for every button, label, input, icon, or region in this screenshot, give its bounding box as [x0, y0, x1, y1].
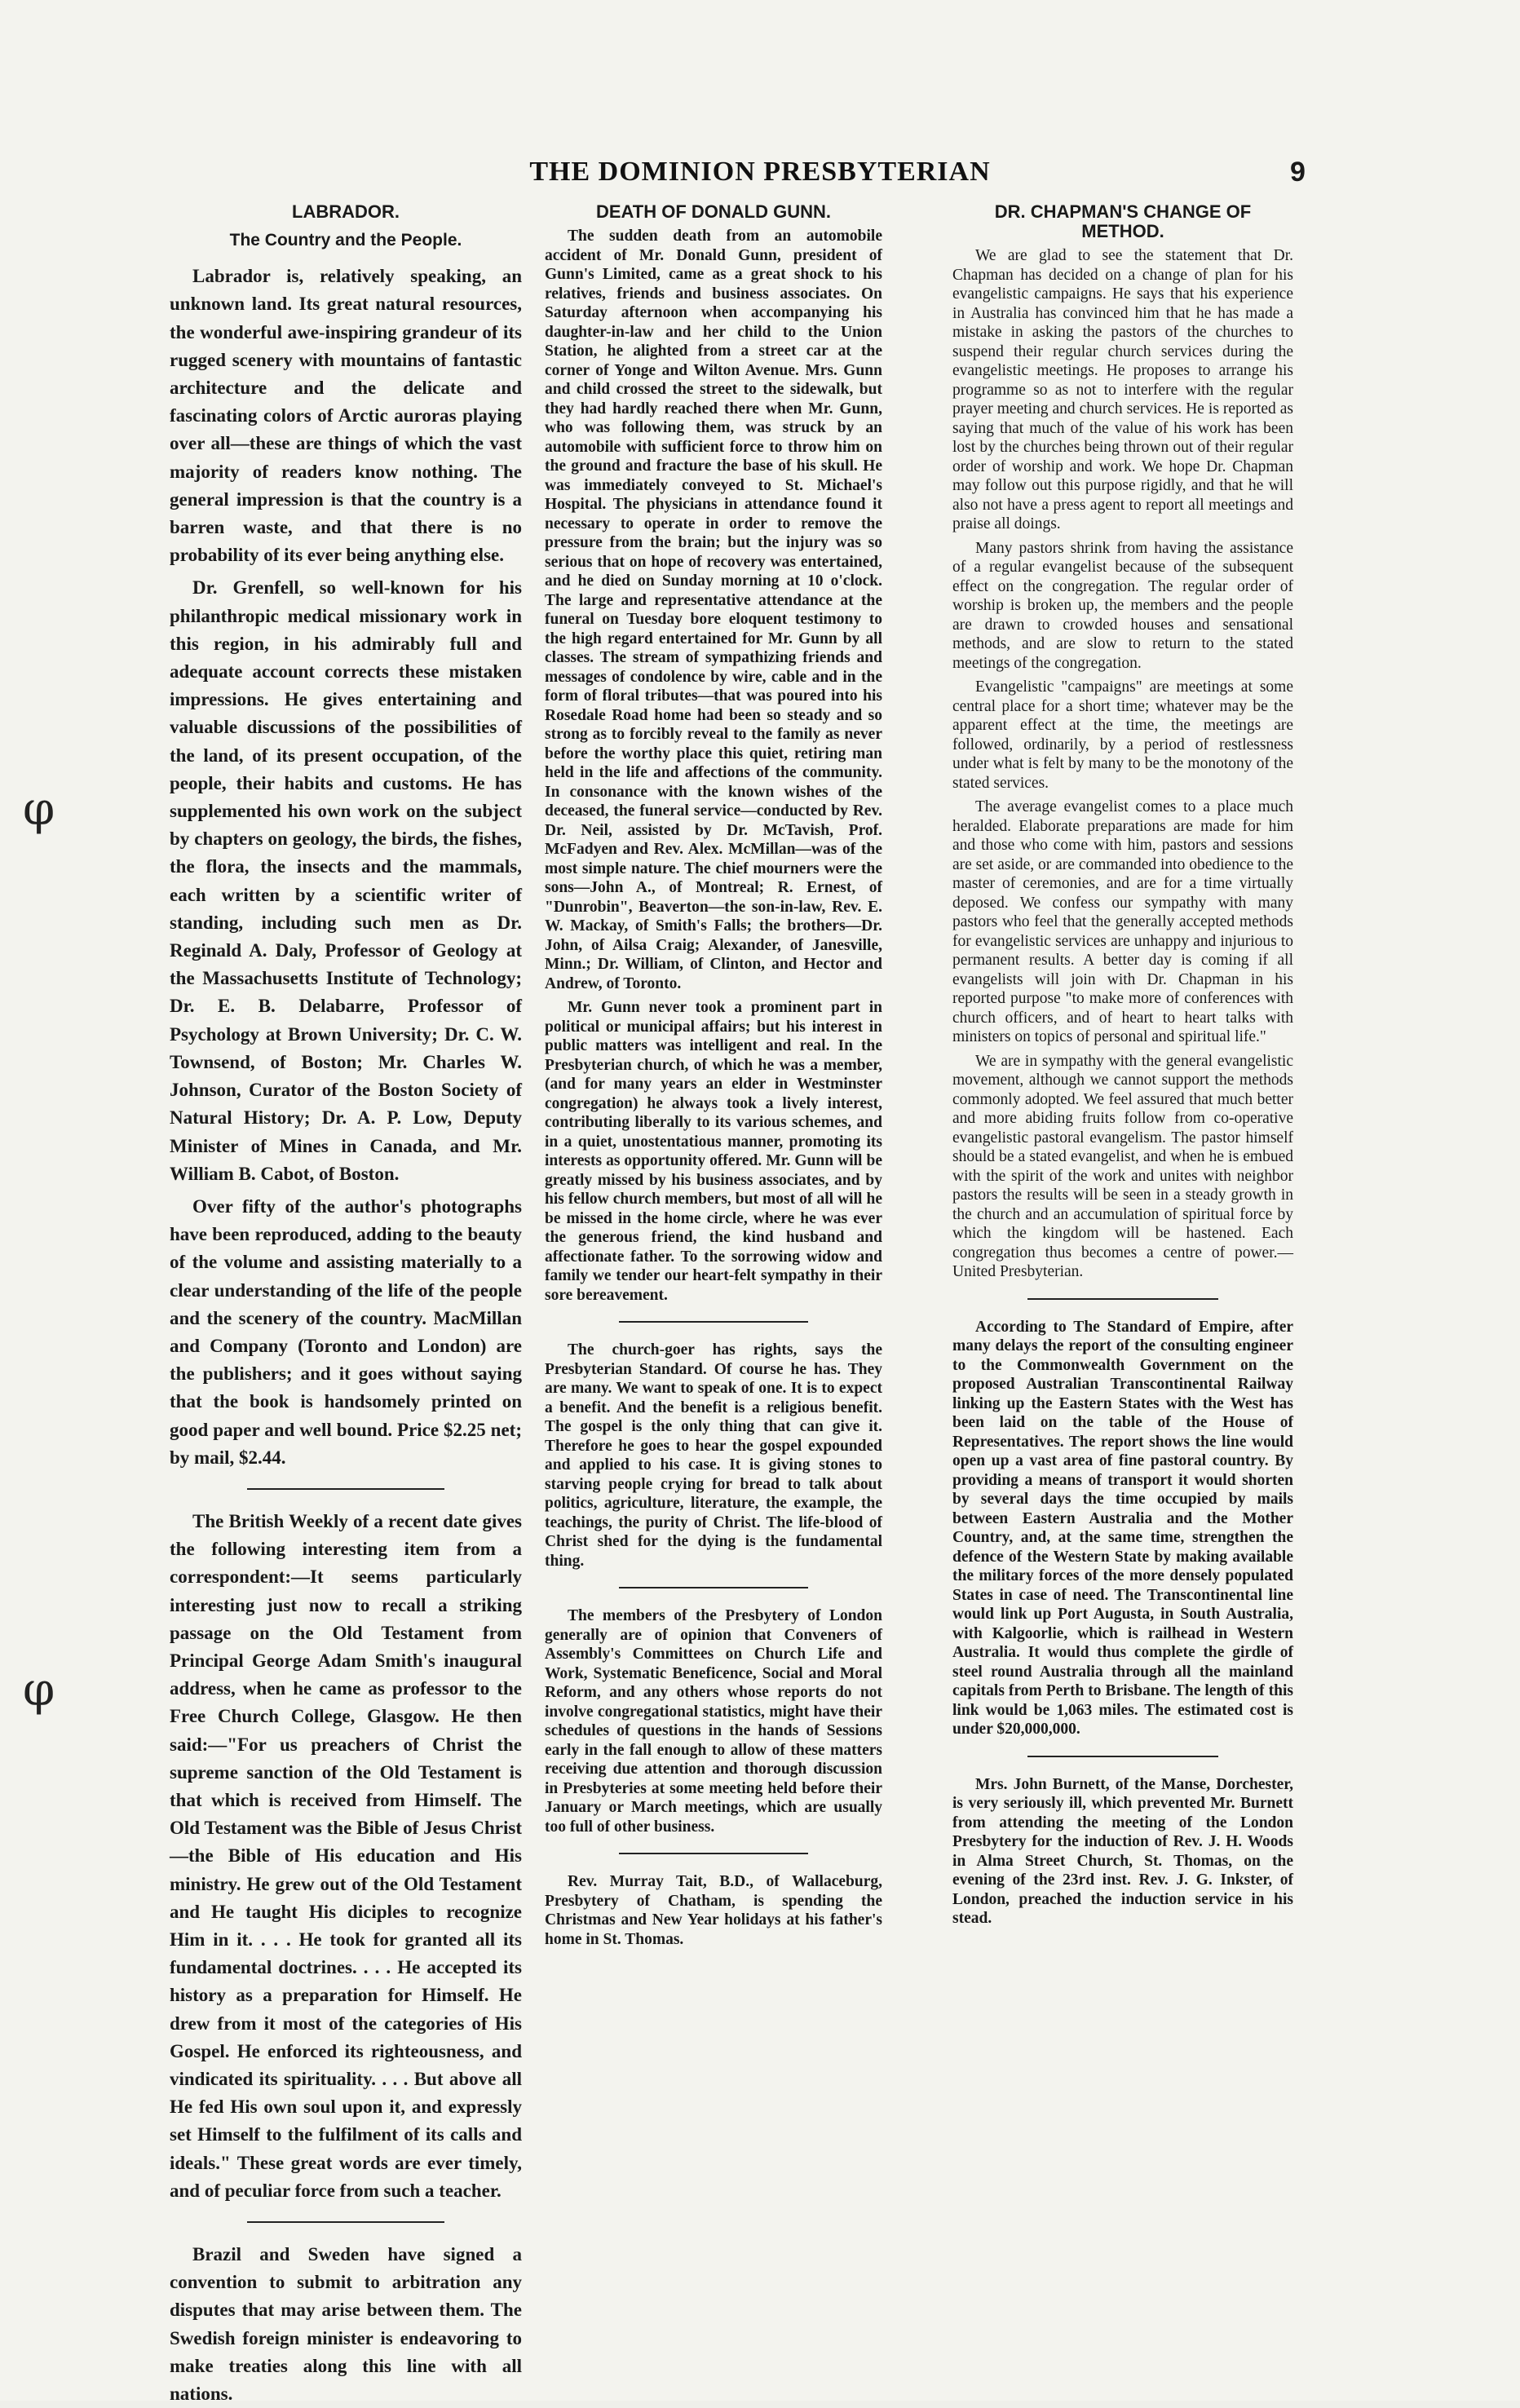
- article-paragraph: The average evangelist comes to a place much heralded. Elaborate preparations are made for him and those who come with him, pastors and sessions are set aside, or are commanded into obedience to the master of ceremonies, and are for a time virtually deposed. We confess our sympathy with many pastors who feel that the generally accepted methods for evangelistic services are unhappy and injurious to permanent results. A better day is coming if all evangelists will join with Dr. Chapman in his reported purpose "to make more of conferences with church officers, and of heart to heart talks with ministers on topics of personal and spiritual life.": [952, 798, 1293, 1045]
- masthead-title: THE DOMINION PRESBYTERIAN: [529, 157, 991, 187]
- section-divider: [1027, 1298, 1218, 1300]
- article-paragraph: Over fifty of the author's photographs have been reproduced, adding to the beauty of the volume and assisting materially to a clear understanding of the life of the people and the scenery of the country. MacMillan and Company (Toronto and London) are the publishers; and it goes without saying that the book is handsomely printed on good paper and well bound. Price $2.25 net; by mail, $2.44.: [170, 1195, 522, 1468]
- article-paragraph: We are in sympathy with the general evangelistic movement, although we cannot support the methods commonly adopted. We feel assured that much better and more abiding fruits follow from co-operative evangelistic pastoral evangelism. The pastor himself should be a stated evangelist, and when he is embued with the spirit of the work and unites with neighbor pastors the results will be seen in a steady growth in the church and an accumulation of spiritual force by which the kingdom will be hastened. Each congregation thus becomes a centre of power.—United Presbyterian.: [952, 1052, 1293, 1280]
- section-divider: [247, 2221, 444, 2223]
- section-divider: [1027, 1756, 1218, 1757]
- column-chapman: [952, 202, 1293, 2176]
- article-paragraph: Many pastors shrink from having the assistance of a regular evangelist because of the subsequent effect on the congregation. The regular order of worship is broken up, the members and the people are drawn to crowded houses and sensational methods, and are slow to return to the stated meetings of the congregation.: [952, 539, 1293, 672]
- section-divider: [619, 1853, 808, 1854]
- article-paragraph: Brazil and Sweden have signed a convention to submit to arbitration any disputes that may arise between them. The Swedish foreign minister is endeavoring to make treaties along this line with all nations.: [170, 2244, 522, 2405]
- article-paragraph: Evangelistic "campaigns" are meetings at some central place for a short time; whatever may be the apparent effect at the time, the meetings are followed, ordinarily, by a period of restlessness under what is felt by many to be the monotony of the stated services.: [952, 678, 1293, 792]
- article-paragraph: The British Weekly of a recent date gives the following interesting item from a correspondent:—It seems particularly interesting just now to recall a striking passage on the Old Testament from Principal George Adam Smith's inaugural address, when he came as professor to the Free Church College, Glasgow. He then said:—"For us preachers of Christ the supreme sanction of the Old Testament is that which is received from Himself. The Old Testament was the Bible of Jesus Christ—the Bible of His education and His ministry. He grew out of the Old Testament and He taught His diciples to recognize Him in it. . . . He took for granted all its fundamental doctrines. . . . He accepted its history as a preparation for Himself. He drew from it most of the categories of His Gospel. He enforced its righteousness, and vindicated its spirituality. . . . But above all He fed His own soul upon it, and expressly set Himself to the fulfilment of its calls and ideals." These great words are ever timely, and of peculiar force from such a teacher.: [170, 1510, 522, 2201]
- article-paragraph: We are glad to see the statement that Dr. Chapman has decided on a change of plan for his evangelistic campaigns. He says that his experience in Australia has convinced him that he has made a mistake in asking the pastors of the churches to suspend their regular church services during the evangelistic meetings. He proposes to arrange his programme so as not to interfere with the regular prayer meeting and church services. He is reported as saying that much of the value of his work has been lost by the churches being thrown out of their regular order of worship and work. We hope Dr. Chapman may follow out this purpose rigidly, and that he will also not have a press agent to report all meetings and praise all doings.: [952, 247, 1293, 532]
- column-donald-gunn: [545, 202, 882, 2176]
- article-heading: LABRADOR.: [292, 201, 400, 222]
- article-paragraph: The members of the Presbytery of London generally are of opinion that Conveners of Assembly's Committees on Church Life and Work, Systematic Beneficence, Social and Moral Reform, and any others whose reports do not involve congregational statistics, might have their schedules of questions in the hands of Sessions early in the fall enough to allow of these matters receiving due attention and thorough discussion in Presbyteries at some meeting held before their January or March meetings, which are usually too full of other business.: [545, 1607, 882, 1836]
- section-divider: [247, 1488, 444, 1490]
- article-paragraph: Mr. Gunn never took a prominent part in political or municipal affairs; but his interest in public matters was intelligent and real. In the Presbyterian church, of which he was a member, (and for many years an elder in Westminster congregation) he always took a lively interest, contributing liberally to its various schemes, and in a quiet, unostentatious manner, promoting its interests as opportunity offered. Mr. Gunn will be greatly missed by his business associates, and by his fellow church members, but most of all will he be missed in the home circle, where he was ever the generous friend, the kind husband and affectionate father. To the sorrowing widow and family we tender our heart-felt sympathy in their sore bereavement.: [545, 999, 882, 1304]
- article-subheading: The Country and the People.: [229, 231, 462, 250]
- margin-mark: φ: [23, 1664, 55, 1717]
- article-paragraph: The sudden death from an automobile accident of Mr. Donald Gunn, president of Gunn's Limited, came as a great shock to his relatives, friends and business associates. On Saturday afternoon when accompanying his daughter-in-law and her child to the Union Station, he alighted from a street car at the corner of Yonge and Wilton Avenue. Mrs. Gunn and child crossed the street to the sidewalk, but they had hardly reached there when Mr. Gunn, who was following them, was struck by an automobile with sufficient force to throw him on the ground and fracture the base of his skull. He was immediately conveyed to St. Michael's Hospital. The physicians in attendance found it necessary to operate in order to remove the pressure from the brain; but the injury was so serious that on hope of recovery was entertained, and he died on Sunday morning at 10 o'clock. The large and representative attendance at the funeral on Tuesday bore eloquent testimony to the high regard entertained for Mr. Gunn by all classes. The stream of sympathizing friends and messages of condolence by wire, cable and in the form of floral tributes—that was poured into his Rosedale Road home had been so steady and so strong as to forcibly reveal to the family as never before the worthy place this quiet, retiring man held in the life and affections of the community. In consonance with the known wishes of the deceased, the funeral service—conducted by Rev. Dr. Neil, assisted by Dr. McTavish, Prof. McFadyen and Rev. Alex. McMillan—was of the most simple nature. The chief mourners were the sons—John A., of Montreal; R. Ernest, of "Dunrobin", Beaverton—the son-in-law, Rev. E. W. Mackay, of Smith's Falls; the brothers—Dr. John, of Ailsa Craig; Alexander, of Janesville, Minn.; Dr. William, of Clinton, and Hector and Andrew, of Toronto.: [545, 228, 882, 992]
- article-paragraph: Rev. Murray Tait, B.D., of Wallaceburg, Presbytery of Chatham, is spending the Christmas and New Year holidays at his father's home in St. Thomas.: [545, 1873, 882, 1948]
- section-divider: [619, 1587, 808, 1588]
- page-number: 9: [1290, 157, 1306, 188]
- article-paragraph: According to The Standard of Empire, after many delays the report of the consulting engineer to the Commonwealth Government on the proposed Australian Transcontinental Railway linking up the Eastern States with the West has been laid on the table of the House of Representatives. The report shows the line would open up a vast area of fine pastoral country. By providing a means of transport it would shorten by several days the time occupied by mails between Eastern Australia and the Mother Country, and, at the same time, strengthen the defence of the Western State by making available the military forces of the more densely populated States in case of need. The Transcontinental line would link up Port Augusta, in South Australia, with Kalgoorlie, which is railhead in Western Australia. It would thus complete the girdle of steel round Australia through all the mainland capitals from Perth to Brisbane. The length of this link would be 1,063 miles. The estimated cost is under $20,000,000.: [952, 1318, 1293, 1738]
- article-paragraph: Mrs. John Burnett, of the Manse, Dorchester, is very seriously ill, which prevented Mr. Burnett from attending the meeting of the London Presbytery for the induction of Rev. J. H. Woods in Alma Street Church, St. Thomas, on the evening of the 23rd inst. Rev. J. G. Inkster, of London, preached the induction service in his stead.: [952, 1775, 1293, 1927]
- article-paragraph: Labrador is, relatively speaking, an unknown land. Its great natural resources, the wonderful awe-inspiring grandeur of its rugged scenery with mountains of fantastic architecture and the delicate and fascinating colors of Arctic auroras playing over all—these are things of which the vast majority of readers know nothing. The general impression is that the country is a barren waste, and that there is no probability of its ever being anything else.: [170, 266, 522, 566]
- margin-mark: φ: [23, 783, 55, 836]
- section-divider: [619, 1321, 808, 1323]
- article-paragraph: Dr. Grenfell, so well-known for his philanthropic medical missionary work in this region, in his admirably full and adequate account corrects these mistaken impressions. He gives entertaining and valuable discussions of the possibilities of the land, of its present occupation, of the people, their habits and customs. He has supplemented his own work on the subject by chapters on geology, the birds, the fishes, the flora, the insects and the mammals, each written by a scientific writer of standing, including such men as Dr. Reginald A. Daly, Professor of Geology at the Massachusetts Institute of Technology; Dr. E. B. Delabarre, Professor of Psychology at Brown University; Dr. C. W. Townsend, of Boston; Mr. Charles W. Johnson, Curator of the Boston Society of Natural History; Dr. A. P. Low, Deputy Minister of Mines in Canada, and Mr. William B. Cabot, of Boston.: [170, 577, 522, 1184]
- column-labrador: [170, 201, 522, 2405]
- article-paragraph: The church-goer has rights, says the Presbyterian Standard. Of course he has. They are many. We want to speak of one. It is to expect a benefit. And the benefit is a religious benefit. The gospel is the only thing that can give it. Therefore he goes to hear the gospel expounded and applied to his case. It is giving stones to starving people crying for bread to talk about politics, agriculture, literature, the example, the teachings, the purity of Christ. The life-blood of Christ shed for the dying is the fundamental thing.: [545, 1341, 882, 1570]
- article-heading: DEATH OF DONALD GUNN.: [595, 201, 832, 222]
- article-heading: DR. CHAPMAN'S CHANGE OF METHOD.: [994, 201, 1252, 241]
